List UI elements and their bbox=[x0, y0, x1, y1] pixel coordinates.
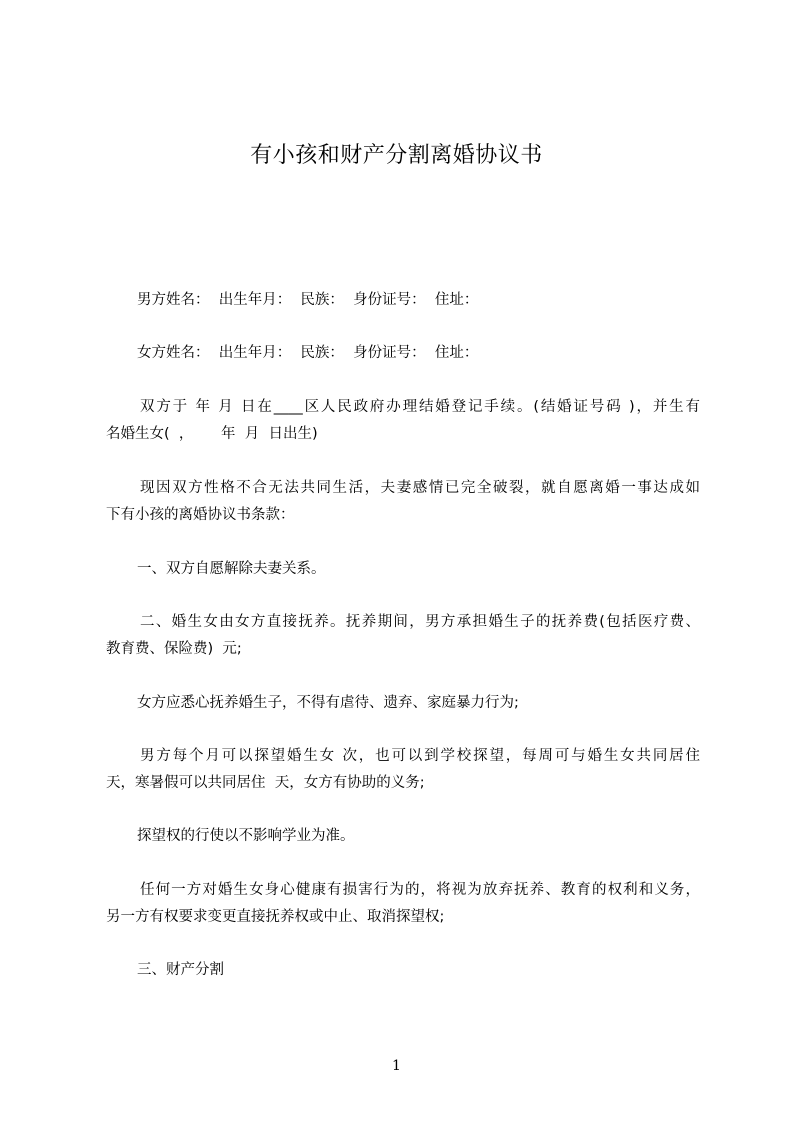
clause-three: 三、财产分割 bbox=[137, 962, 224, 978]
divorce-reason-line-1: 现因双方性格不合无法共同生活，夫妻感情已完全破裂，就自愿离婚一事达成如 bbox=[140, 480, 700, 496]
harm-clause-line-1: 任何一方对婚生女身心健康有损害行为的，将视为放弃抚养、教育的权利和义务， bbox=[140, 882, 700, 898]
clause-one: 一、双方自愿解除夫妻关系。 bbox=[137, 561, 326, 577]
marriage-info-line-1: 双方于 年 月 日在____区人民政府办理结婚登记手续。(结婚证号码 )，并生有 bbox=[140, 399, 700, 415]
visitation-line-1: 男方每个月可以探望婚生女 次，也可以到学校探望，每周可与婚生女共同居住 bbox=[140, 748, 700, 764]
clause-two-line-1: 二、婚生女由女方直接抚养。抚养期间，男方承担婚生子的抚养费(包括医疗费、 bbox=[140, 614, 700, 630]
male-party-info: 男方姓名： 出生年月： 民族： 身份证号： 住址： bbox=[137, 292, 479, 308]
visitation-limit: 探望权的行使以不影响学业为准。 bbox=[137, 828, 355, 844]
harm-clause-line-2: 另一方有权要求变更直接抚养权或中止、取消探望权; bbox=[106, 909, 445, 925]
page-number: 1 bbox=[392, 1058, 401, 1074]
marriage-info-line-2: 名婚生女( ， 年 月 日出生) bbox=[106, 426, 318, 442]
clause-two-line-2: 教育费、保险费) 元; bbox=[106, 641, 242, 657]
care-obligation: 女方应悉心抚养婚生子，不得有虐待、遗弃、家庭暴力行为; bbox=[137, 695, 519, 711]
visitation-line-2: 天，寒暑假可以共同居住 天，女方有协助的义务; bbox=[106, 775, 425, 791]
document-title: 有小孩和财产分割离婚协议书 bbox=[250, 143, 543, 168]
female-party-info: 女方姓名： 出生年月： 民族： 身份证号： 住址： bbox=[137, 345, 479, 361]
divorce-reason-line-2: 下有小孩的离婚协议书条款： bbox=[106, 507, 295, 523]
